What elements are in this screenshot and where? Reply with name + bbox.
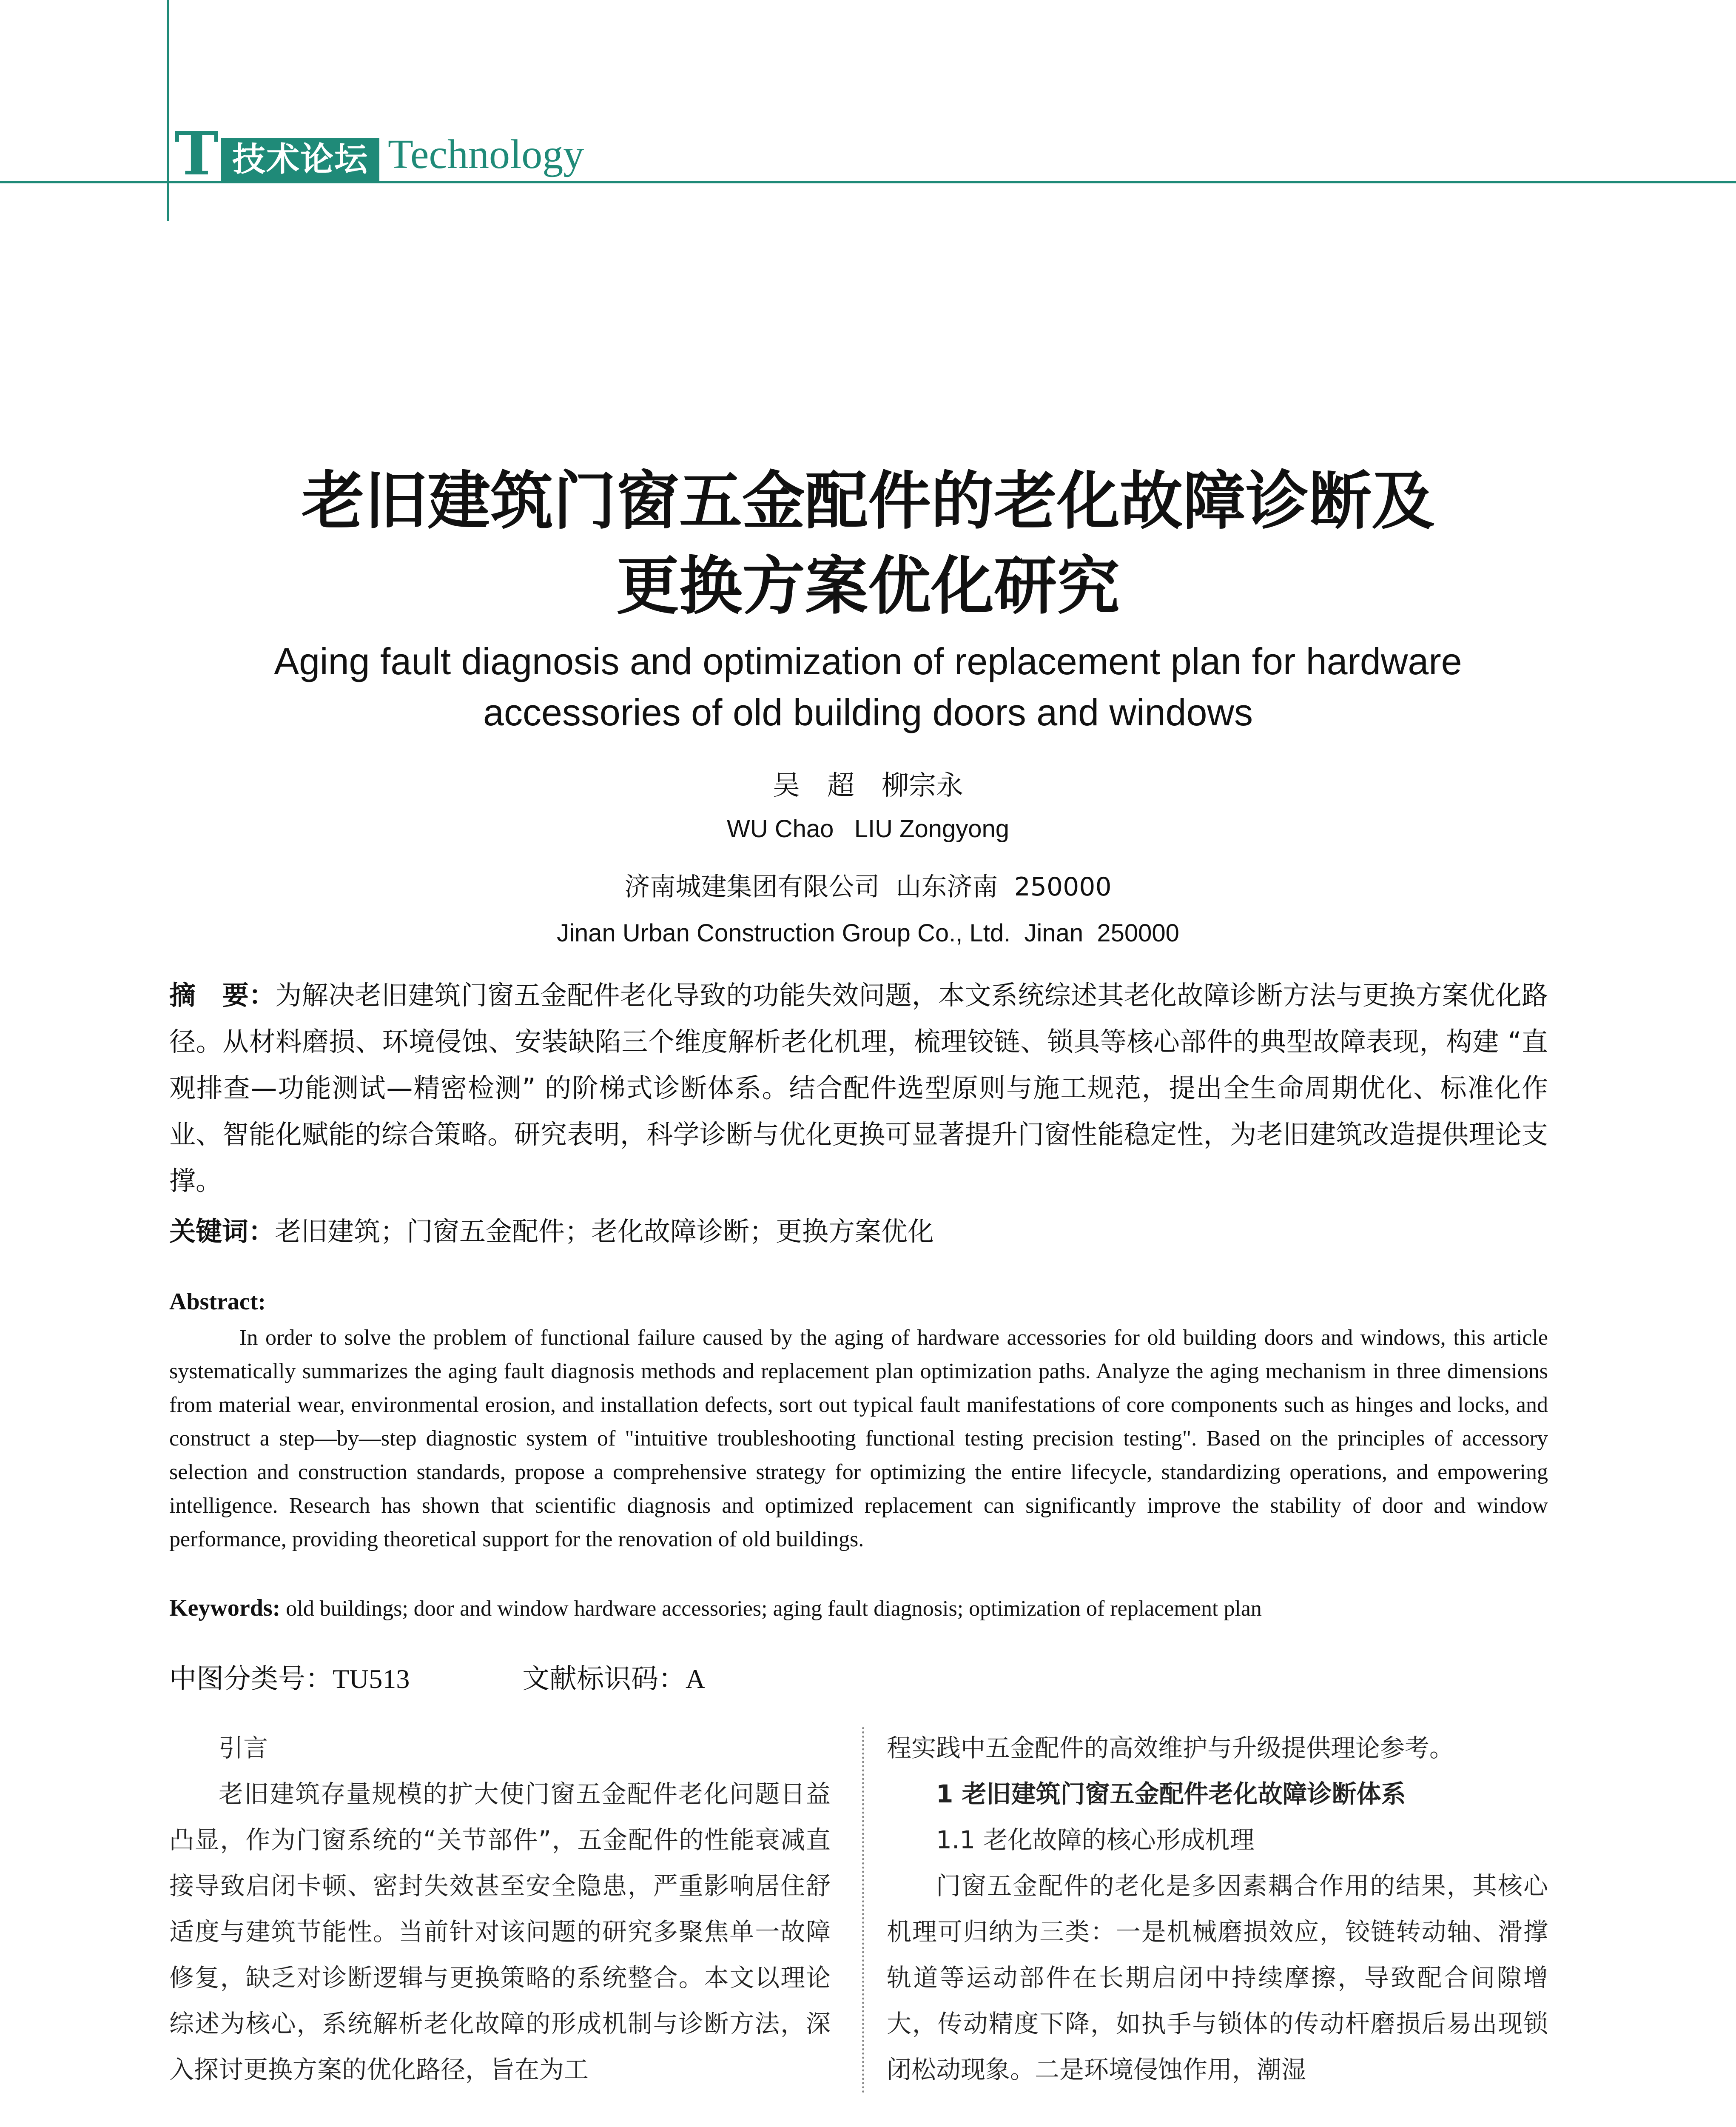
body-right-column xyxy=(887,1725,1548,2093)
section-label-en: Technology xyxy=(388,131,584,177)
doc-code-label: 文献标识码： xyxy=(522,1663,686,1695)
abstract-en-text: In order to solve the problem of functional failure caused by the aging of hardware accessories for old building doors and windows, this article systematically summarizes the aging fault diagnosis methods and replacement plan optimization paths. Analyze the aging mechanism in three dimensions from material wear, environmental erosion, and installation defects, sort out typical fault manifestations of core components such as hinges and locks, and construct a step—by—step diagnostic system of "intuitive troubleshooting functional testing precision testing". Based on the principles of accessory selection and construction standards, propose a comprehensive strategy for optimizing the entire lifecycle, standardizing operations, and empowering intelligence. Research has shown that scientific diagnosis and optimized replacement can significantly improve the stability of door and window performance, providing theoretical support for the renovation of old buildings. xyxy=(169,1326,1548,1551)
header-horizontal-rule xyxy=(0,181,1736,183)
clc-number xyxy=(169,1657,410,1696)
authors-en: WU Chao LIU Zongyong xyxy=(726,815,1010,843)
abstract-cn-label: 摘 要： xyxy=(169,980,276,1011)
affiliation-en: Jinan Urban Construction Group Co., Ltd. Jinan 250000 xyxy=(557,919,1179,947)
abstract-cn xyxy=(169,972,1548,1204)
abstract-en-label: Abstract: xyxy=(169,1289,266,1315)
section11-heading: 1.1 老化故障的核心形成机理 xyxy=(936,1825,1255,1854)
section-label-cn: 技术论坛 xyxy=(221,138,379,181)
intro-continuation: 程实践中五金配件的高效维护与升级提供理论参考。 xyxy=(887,1734,1454,1762)
keywords-en-text: old buildings; door and window hardware accessories; aging fault diagnosis; optimization of replacement plan xyxy=(286,1597,1262,1621)
affiliation-cn: 济南城建集团有限公司 山东济南 250000 xyxy=(624,872,1112,902)
title-en-line1: Aging fault diagnosis and optimization of replacement plan for hardware xyxy=(274,640,1462,682)
header-vertical-rule xyxy=(167,0,169,221)
keywords-en-label: Keywords: xyxy=(169,1595,281,1621)
keywords-cn-text: 老旧建筑；门窗五金配件；老化故障诊断；更换方案优化 xyxy=(275,1216,934,1247)
keywords-cn xyxy=(169,1212,1548,1251)
clc-label: 中图分类号： xyxy=(169,1663,333,1695)
section-logo-letter: T xyxy=(174,119,219,189)
section11-paragraph: 门窗五金配件的老化是多因素耦合作用的结果，其核心机理可归纳为三类：一是机械磨损效应，铰链转动轴、滑撑轨道等运动部件在长期启闭中持续摩擦，导致配合间隙增大，传动精度下降，如执手与锁体的传动杆磨损后易出现锁闭松动现象。二是环境侵蚀作用，潮湿 xyxy=(887,1871,1548,2084)
clc-value: TU513 xyxy=(333,1664,410,1694)
authors-cn: 吴 超 柳宗永 xyxy=(773,770,963,801)
intro-heading: 引言 xyxy=(219,1734,268,1762)
title-cn-line1: 老旧建筑门窗五金配件的老化故障诊断及 xyxy=(302,465,1434,538)
body-left-column xyxy=(169,1725,831,2093)
intro-paragraph: 老旧建筑存量规模的扩大使门窗五金配件老化问题日益凸显，作为门窗系统的“关节部件”，五金配件的性能衰减直接导致启闭卡顿、密封失效甚至安全隐患，严重影响居住舒适度与建筑节能性。当前针对该问题的研究多聚焦单一故障修复，缺乏对诊断逻辑与更换策略的系统整合。本文以理论综述为核心，系统解析老化故障的形成机制与诊断方法，深入探讨更换方案的优化路径，旨在为工 xyxy=(169,1779,831,2084)
keywords-cn-label: 关键词： xyxy=(169,1216,275,1247)
document-code xyxy=(522,1657,705,1696)
title-en-line2: accessories of old building doors and windows xyxy=(483,691,1253,733)
column-divider xyxy=(862,1727,864,2093)
doc-code-value: A xyxy=(686,1664,706,1694)
keywords-en xyxy=(169,1591,1548,1626)
section1-heading: 1 老旧建筑门窗五金配件老化故障诊断体系 xyxy=(936,1779,1406,1808)
title-cn-line2: 更换方案优化研究 xyxy=(616,550,1120,623)
abstract-cn-text: 为解决老旧建筑门窗五金配件老化导致的功能失效问题，本文系统综述其老化故障诊断方法与更换方案优化路径。从材料磨损、环境侵蚀、安装缺陷三个维度解析老化机理，梳理铰链、锁具等核心部件的典型故障表现，构建 “直观排查—功能测试—精密检测” 的阶梯式诊断体系。结合配件选型原则与施工规范，提出全生命周期优化、标准化作业、智能化赋能的综合策略。研究表明，科学诊断与优化更换可显著提升门窗性能稳定性，为老旧建筑改造提供理论支撑。 xyxy=(169,980,1548,1196)
